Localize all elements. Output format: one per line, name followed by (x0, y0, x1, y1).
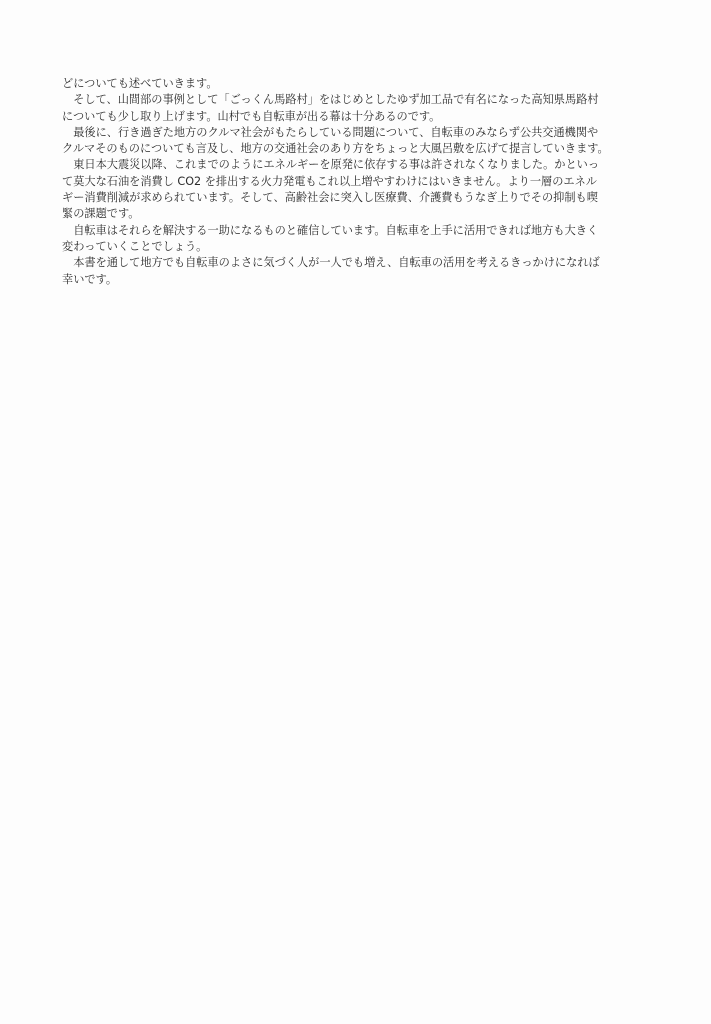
text-line: 東日本大震災以降、これまでのようにエネルギーを原発に依存する事は許されなくなりました。かといっ (62, 158, 600, 172)
text-line: 最後に、行き過ぎた地方のクルマ社会がもたらしている問題について、自転車のみならず公共交通機関や (62, 125, 599, 139)
text-line: 変わっていくことでしょう。 (62, 239, 208, 253)
text-line: そして、山間部の事例として「ごっくん馬路村」をはじめとしたゆず加工品で有名になった高知県馬路村 (62, 93, 599, 107)
text-line: についても少し取り上げます。山村でも自転車が出る幕は十分あるのです。 (62, 109, 441, 123)
text-line: 幸いです。 (62, 272, 118, 286)
text-line: どについても述べていきます。 (62, 77, 218, 90)
body-text (62, 76, 662, 288)
text-line: ギー消費削減が求められています。そして、高齢社会に突入し医療費、介護費もうなぎ上りでその抑制も喫 (62, 191, 598, 205)
text-line: て莫大な石油を消費し CO2 を排出する火力発電もこれ以上増やすわけにはいきません。より一層のエネル (62, 174, 597, 188)
text-line: 自転車はそれらを解決する一助になるものと確信しています。自転車を上手に活用できれば地方も大きく (62, 223, 599, 237)
text-line: クルマそのものについても言及し、地方の交通社会のあり方をちょっと大風呂敷を広げて提言していきます。 (62, 142, 609, 156)
text-line: 本書を通して地方でも自転車のよさに気づく人が一人でも増え、自転車の活用を考えるきっかけになれば (62, 256, 600, 270)
text-line: 緊の課題です。 (62, 207, 140, 221)
